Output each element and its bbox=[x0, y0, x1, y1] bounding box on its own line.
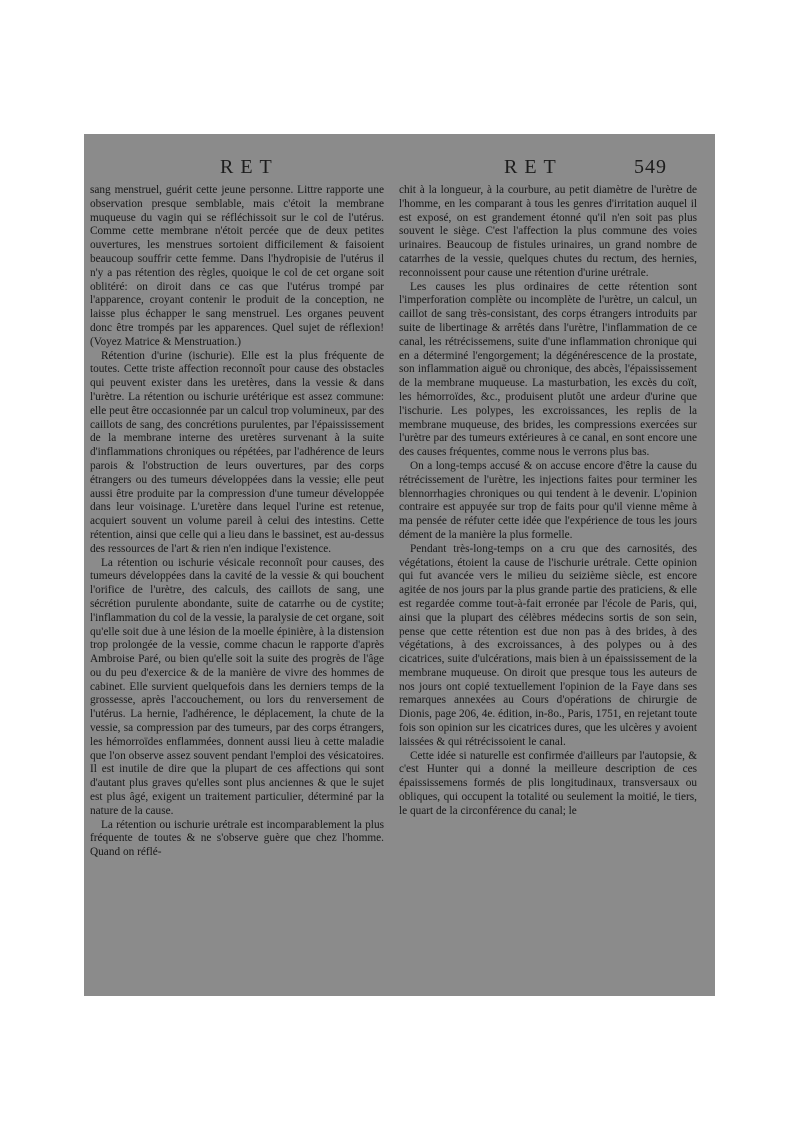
header-left-title: RET bbox=[220, 156, 279, 178]
paragraph: On a long-temps accusé & on accuse encore d'être la cause du rétrécissement de l'urètre, les injections faites pour terminer les blennorrhagies chroniques ou qui tendent à le devenir. L'opinion contraire est appuyée sur trop de faits pour qu'il vienne même à ma pensée de réfuter cette idée que l'expérience de tous les jours dément de la manière la plus formelle. bbox=[399, 459, 697, 541]
left-text-column bbox=[90, 184, 384, 989]
paragraph: Les causes les plus ordinaires de cette rétention sont l'imperforation complète ou incomplète de l'urètre, un calcul, un caillot de sang très-consistant, des corps étrangers introduits par suite de libertinage & arrêtés dans l'urètre, l'inflammation de ce canal, les rétrécissemens, suite d'une inflammation chronique qui en a déterminé l'engorgement; la dégénérescence de la prostate, son inflammation aiguë ou chronique, des abcès, l'épaississement de la membrane muqueuse. La masturbation, les excès du coït, les hémorroïdes, &c., produisent plutôt une ardeur d'urine que l'ischurie. Les polypes, les excroissances, les replis de la membrane muqueuse, des brides, les compressions exercées sur l'urètre par des tumeurs extérieures à ce canal, en sont encore une des causes fréquentes, comme nous le verrons plus bas. bbox=[399, 280, 697, 459]
running-header bbox=[84, 156, 715, 182]
paragraph: Pendant très-long-temps on a cru que des carnosités, des végétations, étoient la cause de l'ischurie urétrale. Cette opinion qui fut avancée vers le milieu du seizième siècle, est encore agitée de nos jours par la plus grande partie des praticiens, & elle est regardée comme tout-à-fait erronée par l'école de Paris, qui, ainsi que la plupart des célèbres médecins sortis de son sein, pense que cette rétention est due non pas à des brides, à des végétations, à des excroissances, à des polypes ou à des cicatrices, suite d'ulcérations, mais bien à un épaississement de la membrane muqueuse. On diroit que presque tous les auteurs de nos jours ont copié textuellement l'opinion de la Faye dans ses remarques annexées au Cours d'opérations de chirurgie de Dionis, page 206, 4e. édition, in-8o., Paris, 1751, en rejetant toute fois son opinion sur les cicatrices dures, que les ulcères y avoient laissées & qui rétrécissoient le canal. bbox=[399, 542, 697, 748]
right-text-column bbox=[399, 184, 697, 989]
scanned-page bbox=[84, 134, 715, 996]
header-right-title: RET bbox=[504, 156, 563, 178]
paragraph: sang menstruel, guérit cette jeune personne. Littre rapporte une observation presque semblable, mais c'étoit la membrane muqueuse du vagin qui se réfléchissoit sur le col de l'utérus. Comme cette membrane n'étoit percée que de deux petites ouvertures, les menstrues sortoient difficilement & faisoient beaucoup souffrir cette femme. Dans l'hydropisie de l'utérus il n'y a pas rétention des règles, quoique le col de cet organe soit oblitéré: on diroit dans ce cas que l'utérus trompé par l'apparence, croyant contenir le produit de la conception, ne laisse plus échapper le sang menstruel. Les organes peuvent donc être trompés par les apparences. Quel sujet de réflexion! (Voyez Matrice & Menstruation.) bbox=[90, 184, 384, 348]
paragraph: La rétention ou ischurie urétrale est incomparablement la plus fréquente de toutes & ne s'observe guère que chez l'homme. Quand on réflé- bbox=[90, 818, 384, 859]
paragraph: chit à la longueur, à la courbure, au petit diamètre de l'urètre de l'homme, en les comparant à tous les genres d'irritation auquel il est exposé, on est grandement étonné qu'il n'en soit pas plus souvent le siège. C'est l'affection la plus commune des voies urinaires. Beaucoup de fistules urinaires, un grand nombre de catarrhes de la vessie, quelques chutes du rectum, des hernies, reconnoissent pour cause une rétention d'urine urétrale. bbox=[399, 184, 697, 279]
paragraph: La rétention ou ischurie vésicale reconnoît pour causes, des tumeurs développées dans la cavité de la vessie & qui bouchent l'orifice de l'urètre, des calculs, des caillots de sang, une sécrétion purulente abondante, suite de catarrhe ou de cystite; l'inflammation du col de la vessie, la paralysie de cet organe, soit qu'elle soit due à une lésion de la moelle épinière, à la distension trop prolongée de la vessie, comme chacun le rapporte d'après Ambroise Paré, ou bien qu'elle soit la suite des progrès de l'âge ou du peu d'exercice & de la manière de vivre des hommes de cabinet. Elle survient quelquefois dans les derniers temps de la grossesse, après l'accouchement, ou lors du renversement de l'utérus. La hernie, l'adhérence, le déplacement, la chute de la vessie, sa compression par des tumeurs, par des corps étrangers, les hémorroïdes enflammées, donnent aussi lieu à cette maladie que l'on observe assez souvent pendant l'emploi des vésicatoires. Il est inutile de dire que la plupart de ces affections qui sont d'autant plus graves qu'elles sont plus anciennes & que le sujet est plus âgé, exigent un traitement particulier, déterminé par la nature de la cause. bbox=[90, 556, 384, 817]
paragraph: Cette idée si naturelle est confirmée d'ailleurs par l'autopsie, & c'est Hunter qui a donné la meilleure description de ces épaississemens formés de plis longitudinaux, transversaux ou obliques, qui occupent la totalité ou seulement la moitié, le tiers, le quart de la circonférence du canal; le bbox=[399, 749, 697, 817]
page-number: 549 bbox=[634, 156, 667, 178]
paragraph: Rétention d'urine (ischurie). Elle est la plus fréquente de toutes. Cette triste affection reconnoît pour cause des obstacles qui peuvent exister dans les uretères, dans la vessie & dans l'urètre. La rétention ou ischurie urétérique est assez commune: elle peut être occasionnée par un calcul trop volumineux, par des caillots de sang, des concrétions purulentes, par l'épaississement de la membrane interne des uretères survenant à la suite d'inflammations chroniques ou répétées, par l'adhérence de leurs parois & l'obstruction de leurs ouvertures, par des corps étrangers ou des tumeurs développées dans la vessie; elle peut aussi être produite par la compression d'une tumeur développée dans leur voisinage. L'uretère dans lequel l'urine est retenue, acquiert souvent un volume pareil à celui des intestins. Cette rétention, ainsi que celle qui a lieu dans le bassinet, est au-dessus des ressources de l'art & rien n'en indique l'existence. bbox=[90, 349, 384, 555]
